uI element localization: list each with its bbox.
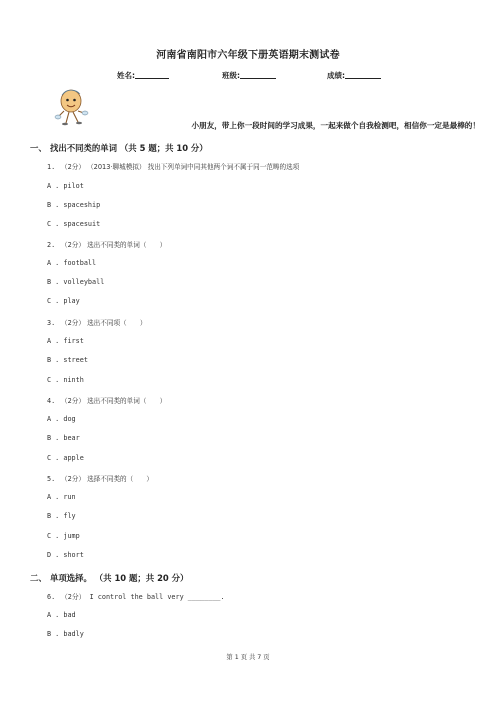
intro-text: 小朋友，带上你一段时间的学习成果，一起来做个自我检测吧，相信你一定是最棒的！ bbox=[191, 121, 480, 130]
name-label: 姓名: bbox=[117, 71, 135, 80]
question-1 bbox=[47, 161, 299, 171]
option: C . play bbox=[47, 297, 80, 305]
section-number: 二、 bbox=[30, 573, 47, 583]
question-text: （2分） 选择不同类的（ ） bbox=[61, 475, 154, 483]
question-number: 5. bbox=[47, 475, 56, 483]
option: B . bear bbox=[47, 434, 80, 442]
score-blank bbox=[345, 70, 381, 79]
option: A . dog bbox=[47, 415, 76, 423]
option: A . pilot bbox=[47, 182, 84, 190]
question-6 bbox=[47, 591, 225, 601]
option: C . spacesuit bbox=[47, 220, 101, 228]
option: B . badly bbox=[47, 630, 84, 638]
score-field bbox=[327, 70, 381, 81]
option: A . bad bbox=[47, 611, 76, 619]
page-title: 河南省南阳市六年级下册英语期末测试卷 bbox=[156, 50, 340, 61]
question-number: 1. bbox=[47, 163, 56, 171]
option: D . short bbox=[47, 551, 84, 559]
question-text: （2分） 选出不同项（ ） bbox=[61, 319, 147, 327]
section-title: 单项选择。 （共 10 题；共 20 分） bbox=[50, 573, 189, 583]
score-label: 成绩: bbox=[327, 71, 345, 80]
option: B . spaceship bbox=[47, 201, 101, 209]
question-text: （2分） 选出不同类的单词（ ） bbox=[61, 397, 167, 405]
question-number: 4. bbox=[47, 397, 56, 405]
student-info-row bbox=[0, 70, 496, 82]
section-title: 找出不同类的单词 （共 5 题；共 10 分） bbox=[50, 143, 208, 153]
question-text: （2分） 选出不同类的单词（ ） bbox=[61, 241, 167, 249]
class-field bbox=[222, 70, 276, 81]
page-footer: 第 1 页 共 7 页 bbox=[226, 654, 270, 661]
question-text: （2分） （2013·聊城模拟） 找出下列单词中同其他两个词不属于同一范畴的选项 bbox=[61, 163, 300, 171]
section-heading-1 bbox=[30, 142, 208, 154]
option: B . fly bbox=[47, 512, 76, 520]
class-label: 班级: bbox=[222, 71, 240, 80]
question-4 bbox=[47, 395, 166, 405]
question-3 bbox=[47, 317, 146, 327]
option: C . ninth bbox=[47, 376, 84, 384]
name-field bbox=[117, 70, 169, 81]
option: A . first bbox=[47, 337, 84, 345]
option: A . football bbox=[47, 259, 97, 267]
question-number: 2. bbox=[47, 241, 56, 249]
question-number: 3. bbox=[47, 319, 56, 327]
option: A . run bbox=[47, 493, 76, 501]
class-blank bbox=[240, 70, 276, 79]
name-blank bbox=[135, 70, 169, 79]
question-2 bbox=[47, 239, 166, 249]
option: B . volleyball bbox=[47, 278, 105, 286]
option: C . apple bbox=[47, 454, 84, 462]
question-number: 6. bbox=[47, 593, 56, 601]
section-number: 一、 bbox=[30, 143, 47, 153]
option: B . street bbox=[47, 356, 88, 364]
question-text: （2分） I control the ball very ________. bbox=[61, 593, 225, 601]
question-5 bbox=[47, 473, 153, 483]
option: C . jump bbox=[47, 532, 80, 540]
section-heading-2 bbox=[30, 572, 188, 584]
